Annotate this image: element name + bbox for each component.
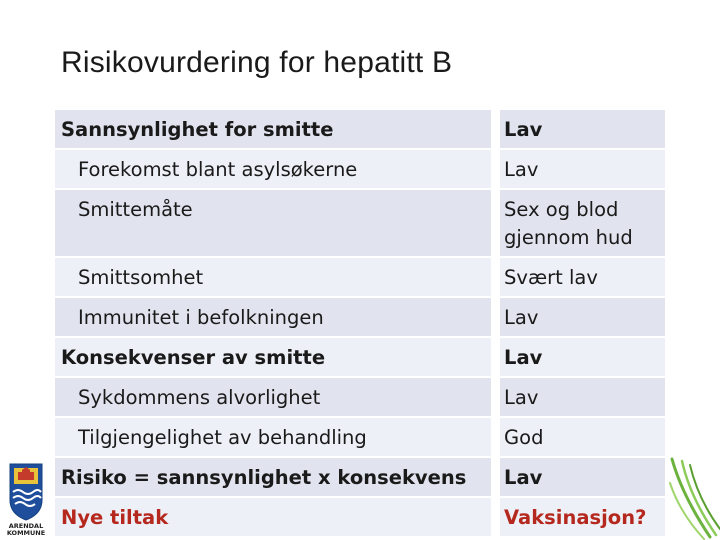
row-value: Lav bbox=[500, 298, 665, 336]
table-row bbox=[55, 458, 665, 496]
row-label: Smittemåte bbox=[55, 190, 491, 256]
row-value: Sex og blod gjennom hud bbox=[500, 190, 665, 256]
risk-table bbox=[55, 108, 665, 538]
row-label: Smittsomhet bbox=[55, 258, 491, 296]
row-value: Lav bbox=[500, 150, 665, 188]
row-label: Konsekvenser av smitte bbox=[55, 338, 491, 376]
row-value: Lav bbox=[500, 458, 665, 496]
logo-text-line1: ARENDAL bbox=[8, 522, 44, 530]
row-value: Svært lav bbox=[500, 258, 665, 296]
row-label: Tilgjengelighet av behandling bbox=[55, 418, 491, 456]
row-label: Forekomst blant asylsøkerne bbox=[55, 150, 491, 188]
table-row bbox=[55, 110, 665, 148]
row-value: Lav bbox=[500, 378, 665, 416]
row-label: Nye tiltak bbox=[55, 498, 491, 536]
row-label: Risiko = sannsynlighet x konsekvens bbox=[55, 458, 491, 496]
table-row bbox=[55, 298, 665, 336]
arendal-kommune-logo bbox=[4, 460, 48, 536]
row-value: Lav bbox=[500, 338, 665, 376]
table-row bbox=[55, 258, 665, 296]
row-label: Sykdommens alvorlighet bbox=[55, 378, 491, 416]
table-row bbox=[55, 418, 665, 456]
row-value: Vaksinasjon? bbox=[500, 498, 665, 536]
table-row bbox=[55, 498, 665, 536]
row-value: God bbox=[500, 418, 665, 456]
logo-text-line2: KOMMUNE bbox=[6, 529, 46, 536]
green-swoosh-logo bbox=[668, 455, 720, 540]
slide-title: Risikovurdering for hepatitt B bbox=[61, 46, 453, 79]
table-row bbox=[55, 378, 665, 416]
row-label: Sannsynlighet for smitte bbox=[55, 110, 491, 148]
row-value: Lav bbox=[500, 110, 665, 148]
table-row bbox=[55, 338, 665, 376]
row-label: Immunitet i befolkningen bbox=[55, 298, 491, 336]
table-row bbox=[55, 190, 665, 256]
table-row bbox=[55, 150, 665, 188]
